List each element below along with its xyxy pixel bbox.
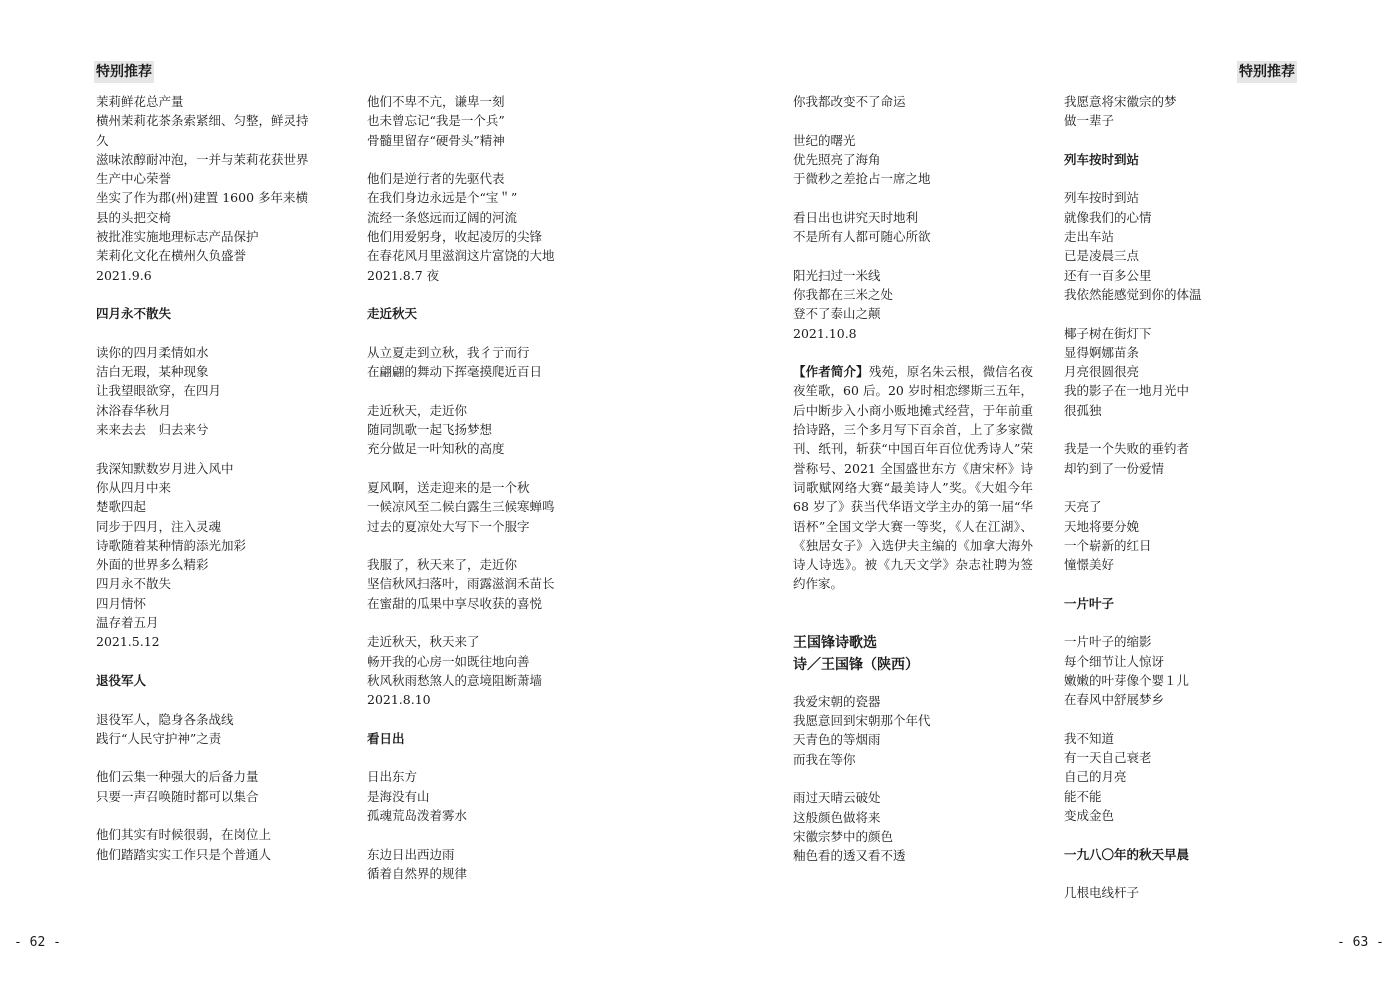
poem-line: 显得婀娜苗条 [1064,344,1140,360]
poem-line: 来来去去 归去来兮 [96,422,209,438]
poem-line: 2021.10.8 [793,325,857,341]
poem-line: 2021.8.7 夜 [367,267,440,283]
poem-line: 做一辈子 [1064,113,1115,129]
poem-line: 让我望眼欲穿，在四月 [96,383,222,399]
page-number: - 62 - [14,935,61,950]
stanza-gap [367,825,627,844]
poem-line: 从立夏走到立秋，我彳亍而行 [367,344,530,360]
poem-line: 循着自然界的规律 [367,865,468,881]
poem-line: 夏风啊，送走迎来的是一个秋 [367,479,530,495]
poem-line: 他们是逆行者的先驱代表 [367,171,505,187]
right-page [699,0,1398,982]
poem-line: 优先照亮了海角 [793,151,881,167]
poem-line: 骨髓里留存“硬骨头”精神 [367,132,505,148]
poem-line: 我不知道 [1064,730,1115,746]
stanza-gap [367,613,627,632]
stanza-gap [96,652,342,671]
stanza-gap [367,748,627,767]
poem-line: 坚信秋风扫落叶，雨露滋润禾苗长 [367,576,555,592]
poem-line: 在春风中舒展梦乡 [1064,692,1165,708]
column-1 [96,92,342,864]
stanza-gap [1064,478,1294,497]
stanza-gap [96,748,342,767]
stanza-gap [1064,864,1294,883]
stanza-gap [367,324,627,343]
poem-line: 只要一声召唤随时都可以集合 [96,788,259,804]
poem-line: 月亮很圆很亮 [1064,364,1140,380]
stanza-gap [367,285,627,304]
poem-line: 他们用爱躬身，收起凌厉的尖锋 [367,229,543,245]
poem-line: 在蜜甜的瓜果中享尽收获的喜悦 [367,595,543,611]
poem-line: 就像我们的心情 [1064,209,1152,225]
stanza-gap [1064,574,1294,593]
column-3-bottom [793,692,1033,866]
stanza-gap [96,285,342,304]
poem-line: 有一天自己衰老 [1064,750,1152,766]
poem-line: 楚歌四起 [96,499,147,515]
poem-line: 2021.9.6 [96,267,152,283]
poem-line: 而我在等你 [793,751,856,767]
poem-line: 变成金色 [1064,807,1115,823]
poem-line: 过去的夏凉处大写下一个服字 [367,518,530,534]
poem-line: 被批准实施地理标志产品保护 [96,229,259,245]
poem-line: 每个细节让人惊讶 [1064,653,1165,669]
poem-line: 看日出也讲究天时地利 [793,209,919,225]
poem-line: 四月永不散失 [96,576,172,592]
poem-line: 东边日出西边雨 [367,846,455,862]
stanza-gap [1064,710,1294,729]
poem-line: 退役军人，隐身各条战线 [96,711,234,727]
poem-line: 坐实了作为郡(州)建置 1600 多年来横 [96,190,309,206]
bio-label: 【作者简介】 [793,364,869,380]
poem-line: 2021.8.10 [367,692,431,708]
poem-line: 我依然能感觉到你的体温 [1064,286,1202,302]
column-4 [1064,92,1294,902]
poem-line: 宋徽宗梦中的颜色 [793,828,894,844]
poem-line: 日出东方 [367,769,418,785]
poem-line: 诗歌随着某种情韵添光加彩 [96,537,247,553]
poem-line: 世纪的曙光 [793,132,856,148]
poem-line: 几根电线杆子 [1064,885,1140,901]
poem-line: 我愿意回到宋朝那个年代 [793,713,931,729]
poem-line: 在我们身边永远是个“宝＂” [367,190,518,206]
stanza-gap [96,324,342,343]
column-3 [793,92,1033,865]
poem-line: 我爱宋朝的瓷器 [793,693,881,709]
stanza-gap [793,246,1033,265]
feature-title: 王国锋诗歌选 [793,634,877,651]
poem-line: 他们踏踏实实工作只是个普通人 [96,846,272,862]
stanza-gap [367,381,627,400]
poem-title: 一片叶子 [1064,595,1115,611]
poem-line: 阳光扫过一米线 [793,267,881,283]
stanza-gap [793,769,1033,788]
poem-line: 践行“人民守护神”之责 [96,730,222,746]
poem-line: 县的头把交椅 [96,209,172,225]
stanza-gap [1064,169,1294,188]
stanza-gap [1064,613,1294,632]
poem-line: 这般颜色做将来 [793,809,881,825]
poem-line: 椰子树在街灯下 [1064,325,1152,341]
poem-title: 退役军人 [96,672,147,688]
column-3-top [793,92,1033,362]
poem-line: 茉莉化文化在横州久负盛誉 [96,248,247,264]
poem-title: 四月永不散失 [96,306,172,322]
poem-line: 我的影子在一地月光中 [1064,383,1190,399]
poem-line: 自己的月亮 [1064,769,1127,785]
poem-line: 天亮了 [1064,499,1102,515]
poem-line: 走出车站 [1064,229,1115,245]
poem-line: 四月情怀 [96,595,147,611]
poem-line: 茉莉鲜花总产量 [96,94,184,109]
poem-line: 流经一条悠远而辽阔的河流 [367,209,518,225]
poem-line: 一候凉风至二候白露生三候寒蝉鸣 [367,499,555,515]
stanza-gap [793,111,1033,130]
poem-line: 于微秒之差抢占一席之地 [793,171,931,187]
poem-line: 列车按时到站 [1064,190,1140,206]
author-bio [793,362,1033,594]
poem-line: 他们云集一种强大的后备力量 [96,769,259,785]
stanza-gap [367,710,627,729]
poem-line: 温存着五月 [96,615,159,631]
poem-line: 滋味浓醇耐冲泡，一并与茉莉花获世界 [96,151,309,167]
poem-line: 我深知默数岁月进入风中 [96,460,234,476]
poem-line: 你我都改变不了命运 [793,94,906,109]
stanza-gap [367,536,627,555]
poem-line: 一片叶子的缩影 [1064,634,1152,650]
poem-line: 天青色的等烟雨 [793,732,881,748]
poem-title: 列车按时到站 [1064,151,1140,167]
stanza-gap [1064,825,1294,844]
stanza-gap [96,690,342,709]
poem-line: 在翩翩的舞动下挥毫摸爬近百日 [367,364,543,380]
poem-line: 久 [96,132,109,148]
poem-line: 是海没有山 [367,788,430,804]
section-tag: 特别推荐 [1237,61,1297,83]
poem-line: 2021.5.12 [96,634,160,650]
stanza-gap [96,439,342,458]
poem-line: 你我都在三米之处 [793,286,894,302]
stanza-gap [1064,131,1294,150]
stanza-gap [96,806,342,825]
poem-line: 我服了，秋天来了，走近你 [367,557,518,573]
bio-text: 残苑，原名朱云根，微信名夜夜笙歌，60 后。20 岁时相恋缪斯三五年，后中断步入小商小贩地摊式经营，于年前重拾诗路，三个多月写下百余首，上了多家微刊、纸刊，斩获“中国百年百位优秀诗人”荣誉称号、2021 全国盛世东方《唐宋杯》诗词歌赋网络大赛“最美诗人”奖。《大姐今年 68 岁了》获当代华语文学主办的第一届“华语杯”全国文学大赛一等奖，《人在江湖》、《独居女子》入选伊夫主编的《加拿大海外诗人诗选》。被《九天文学》杂志社聘为签约作家。 [793,364,1033,592]
poem-line: 充分做足一叶知秋的高度 [367,441,505,457]
stanza-gap [793,343,1033,362]
poem-line: 嫩嫩的叶芽像个婴１儿 [1064,672,1190,688]
poem-line: 还有一百多公里 [1064,267,1152,283]
poem-title: 看日出 [367,730,405,746]
poem-line: 他们其实有时候很弱，在岗位上 [96,827,272,843]
poem-line: 走近秋天，走近你 [367,402,468,418]
poem-line: 在春花风月里滋润这片富饶的大地 [367,248,555,264]
poem-line: 走近秋天，秋天来了 [367,634,480,650]
poem-line: 釉色看的透又看不透 [793,848,906,864]
stanza-gap [367,459,627,478]
poem-line: 横州茉莉花茶条索紧细、匀整，鲜灵持 [96,113,309,129]
poem-line: 随同凯歌一起飞扬梦想 [367,422,493,438]
page-number: - 63 - [1337,935,1384,950]
poem-line: 你从四月中来 [96,479,172,495]
poem-line: 同步于四月，注入灵魂 [96,518,222,534]
poem-line: 也未曾忘记“我是一个兵” [367,113,505,129]
poem-line: 沐浴春华秋月 [96,402,172,418]
poem-line: 已是凌晨三点 [1064,248,1140,264]
poem-line: 不是所有人都可随心所欲 [793,229,931,245]
section-tag: 特别推荐 [94,61,154,83]
poem-line: 孤魂荒岛泼着雾水 [367,807,468,823]
feature-byline: 诗／王国锋（陕西） [793,656,919,673]
poem-line: 雨过天晴云破处 [793,790,881,806]
stanza-gap [793,188,1033,207]
stanza-gap [1064,304,1294,323]
poem-line: 秋风秋雨愁煞人的意境阻断萧墙 [367,672,543,688]
poem-line: 我是一个失败的垂钓者 [1064,441,1190,457]
poem-line: 很孤独 [1064,402,1102,418]
poem-line: 一个崭新的红日 [1064,537,1152,553]
poem-title: 走近秋天 [367,306,418,322]
poem-line: 洁白无瑕，某种现象 [96,364,209,380]
poem-line: 天地将要分娩 [1064,518,1140,534]
column-2 [367,92,627,883]
stanza-gap [367,150,627,169]
poem-line: 他们不卑不亢，谦卑一刻 [367,94,505,109]
poem-line: 读你的四月柔情如水 [96,344,209,360]
poem-line: 憧憬美好 [1064,557,1115,573]
poem-line: 却钓到了一份爱情 [1064,460,1165,476]
poem-line: 外面的世界多么精彩 [96,557,209,573]
poem-line: 生产中心荣誉 [96,171,172,187]
poem-line: 能不能 [1064,788,1102,804]
poem-line: 畅开我的心房一如既往地向善 [367,653,530,669]
poem-line: 登不了泰山之颠 [793,306,881,322]
poem-title: 一九八〇年的秋天早晨 [1064,846,1190,862]
stanza-gap [1064,420,1294,439]
poem-line: 我愿意将宋徽宗的梦 [1064,94,1177,109]
